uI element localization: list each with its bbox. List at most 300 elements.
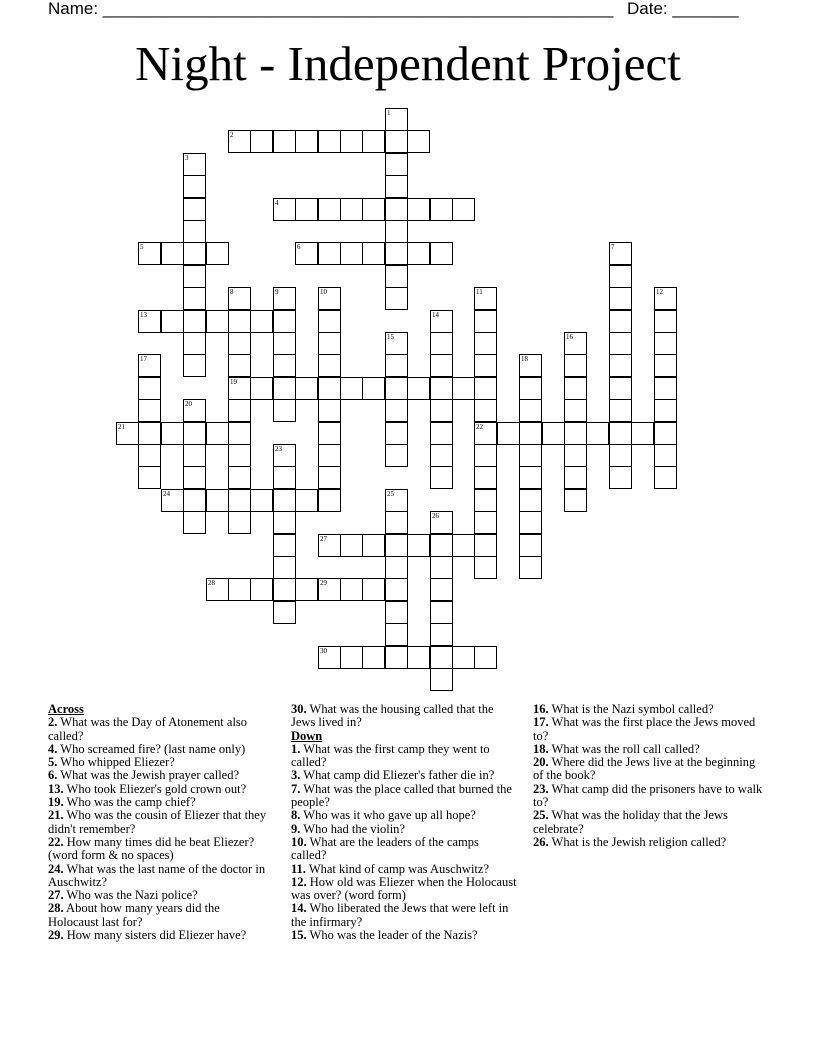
clue-number-label: 27. bbox=[48, 888, 64, 903]
grid-cell[interactable] bbox=[430, 377, 453, 400]
grid-cell[interactable] bbox=[385, 578, 408, 601]
grid-cell[interactable] bbox=[430, 534, 453, 557]
grid-cell[interactable] bbox=[385, 489, 408, 512]
clue-number-label: 12. bbox=[291, 874, 307, 889]
grid-cell[interactable] bbox=[385, 377, 408, 400]
grid-cell[interactable] bbox=[183, 287, 206, 310]
grid-cell[interactable] bbox=[430, 444, 453, 467]
down-clue: 25. What was the holiday that the Jews celebrate? bbox=[533, 808, 728, 836]
clue-number-label: 26. bbox=[533, 834, 549, 849]
grid-cell[interactable] bbox=[295, 242, 318, 265]
grid-cell[interactable] bbox=[564, 444, 587, 467]
grid-cell[interactable] bbox=[452, 646, 475, 669]
grid-cell[interactable] bbox=[295, 377, 318, 400]
down-clue: 17. What was the first place the Jews moved to? bbox=[533, 715, 756, 743]
grid-cell[interactable] bbox=[183, 153, 206, 176]
grid-cell[interactable] bbox=[519, 377, 542, 400]
clue-number-label: 11. bbox=[291, 861, 306, 876]
grid-cell[interactable] bbox=[430, 399, 453, 422]
grid-cell[interactable] bbox=[474, 511, 497, 534]
grid-cell[interactable] bbox=[385, 646, 408, 669]
grid-cell[interactable] bbox=[362, 534, 385, 557]
down-clue: 15. Who was the leader of the Nazis? bbox=[291, 928, 478, 943]
clue-number: 9 bbox=[275, 288, 279, 296]
grid-cell[interactable] bbox=[362, 377, 385, 400]
grid-cell[interactable] bbox=[430, 601, 453, 624]
grid-cell[interactable] bbox=[564, 332, 587, 355]
clue-number: 28 bbox=[208, 579, 215, 587]
grid-cell[interactable] bbox=[318, 242, 341, 265]
grid-cell[interactable] bbox=[385, 511, 408, 534]
grid-cell[interactable] bbox=[654, 310, 677, 333]
grid-cell[interactable] bbox=[362, 578, 385, 601]
grid-cell[interactable] bbox=[273, 578, 296, 601]
clue-number-label: 19. bbox=[48, 795, 64, 810]
clue-number-label: 20. bbox=[533, 755, 549, 770]
grid-cell[interactable] bbox=[385, 265, 408, 288]
grid-cell[interactable] bbox=[430, 422, 453, 445]
grid-cell[interactable] bbox=[318, 377, 341, 400]
clue-number-label: 16. bbox=[533, 702, 549, 716]
grid-cell[interactable] bbox=[161, 310, 184, 333]
grid-cell[interactable] bbox=[273, 489, 296, 512]
grid-cell[interactable] bbox=[273, 444, 296, 467]
grid-cell[interactable] bbox=[519, 534, 542, 557]
grid-cell[interactable] bbox=[318, 489, 341, 512]
grid-cell[interactable] bbox=[228, 466, 251, 489]
grid-cell[interactable] bbox=[318, 534, 341, 557]
grid-cell[interactable] bbox=[228, 354, 251, 377]
grid-cell[interactable] bbox=[385, 198, 408, 221]
clue-number: 18 bbox=[521, 355, 528, 363]
grid-cell[interactable] bbox=[340, 578, 363, 601]
down-clue: 9. Who had the violin? bbox=[291, 821, 405, 836]
grid-cell[interactable] bbox=[430, 354, 453, 377]
clue-number-label: 10. bbox=[291, 834, 307, 849]
grid-cell[interactable] bbox=[206, 489, 229, 512]
grid-cell[interactable] bbox=[385, 242, 408, 265]
grid-cell[interactable] bbox=[654, 466, 677, 489]
grid-cell[interactable] bbox=[385, 108, 408, 131]
clue-number-label: 28. bbox=[48, 901, 64, 916]
grid-cell[interactable] bbox=[385, 175, 408, 198]
clue-number: 20 bbox=[185, 400, 192, 408]
grid-cell[interactable] bbox=[183, 198, 206, 221]
grid-cell[interactable] bbox=[318, 287, 341, 310]
clue-number: 26 bbox=[432, 512, 439, 520]
grid-cell[interactable] bbox=[564, 399, 587, 422]
grid-cell[interactable] bbox=[519, 511, 542, 534]
grid-cell[interactable] bbox=[206, 310, 229, 333]
grid-cell[interactable] bbox=[340, 130, 363, 153]
down-clue: 8. Who was it who gave up all hope? bbox=[291, 808, 476, 823]
grid-cell[interactable] bbox=[430, 556, 453, 579]
grid-cell[interactable] bbox=[407, 130, 430, 153]
grid-cell[interactable] bbox=[474, 287, 497, 310]
grid-cell[interactable] bbox=[273, 466, 296, 489]
clue-number: 3 bbox=[185, 154, 189, 162]
grid-cell[interactable] bbox=[228, 489, 251, 512]
clue-number: 6 bbox=[297, 243, 301, 251]
date-field[interactable]: Date: _______ bbox=[627, 0, 739, 18]
grid-cell[interactable] bbox=[385, 556, 408, 579]
down-clue: 3. What camp did Eliezer's father die in? bbox=[291, 768, 495, 783]
clue-number: 22 bbox=[476, 423, 483, 431]
across-clue: 29. How many sisters did Eliezer have? bbox=[48, 928, 247, 943]
clue-number-label: 6. bbox=[48, 768, 58, 783]
grid-cell[interactable] bbox=[318, 444, 341, 467]
down-clue: 11. What kind of camp was Auschwitz? bbox=[291, 861, 489, 876]
grid-cell[interactable] bbox=[609, 332, 632, 355]
clue-number-label: 22. bbox=[48, 834, 64, 849]
grid-cell[interactable] bbox=[318, 578, 341, 601]
grid-cell[interactable] bbox=[519, 466, 542, 489]
clue-number: 24 bbox=[163, 490, 170, 498]
grid-cell[interactable] bbox=[474, 310, 497, 333]
clue-number-label: 7. bbox=[291, 781, 301, 796]
grid-cell[interactable] bbox=[407, 198, 430, 221]
grid-cell[interactable] bbox=[452, 377, 475, 400]
grid-cell[interactable] bbox=[318, 422, 341, 445]
across-clue: 28. About how many years did the Holocaust last for? bbox=[48, 901, 220, 929]
grid-cell[interactable] bbox=[273, 198, 296, 221]
grid-cell[interactable] bbox=[609, 354, 632, 377]
grid-cell[interactable] bbox=[161, 489, 184, 512]
grid-cell[interactable] bbox=[183, 489, 206, 512]
grid-cell[interactable] bbox=[295, 198, 318, 221]
grid-cell[interactable] bbox=[340, 534, 363, 557]
grid-cell[interactable] bbox=[183, 242, 206, 265]
grid-cell[interactable] bbox=[519, 399, 542, 422]
grid-cell[interactable] bbox=[497, 422, 520, 445]
clue-number-label: 30. bbox=[291, 702, 307, 716]
grid-cell[interactable] bbox=[250, 310, 273, 333]
across-clue: 19. Who was the camp chief? bbox=[48, 795, 196, 810]
clue-number-label: 8. bbox=[291, 808, 301, 823]
grid-cell[interactable] bbox=[430, 623, 453, 646]
clue-number: 17 bbox=[140, 355, 147, 363]
grid-cell[interactable] bbox=[474, 466, 497, 489]
grid-cell[interactable] bbox=[474, 646, 497, 669]
grid-cell[interactable] bbox=[430, 242, 453, 265]
grid-cell[interactable] bbox=[519, 556, 542, 579]
clue-number-label: 1. bbox=[291, 741, 301, 756]
across-clue-list bbox=[48, 716, 273, 942]
clue-number: 7 bbox=[611, 243, 615, 251]
grid-cell[interactable] bbox=[273, 511, 296, 534]
grid-cell[interactable] bbox=[654, 399, 677, 422]
grid-cell[interactable] bbox=[474, 399, 497, 422]
grid-cell[interactable] bbox=[430, 511, 453, 534]
down-clue: 18. What was the roll call called? bbox=[533, 741, 700, 756]
grid-cell[interactable] bbox=[228, 578, 251, 601]
across-clue: 6. What was the Jewish prayer called? bbox=[48, 768, 240, 783]
clue-number: 15 bbox=[387, 333, 394, 341]
grid-cell[interactable] bbox=[138, 399, 161, 422]
grid-cell[interactable] bbox=[340, 646, 363, 669]
clue-number-label: 5. bbox=[48, 755, 58, 770]
grid-cell[interactable] bbox=[474, 556, 497, 579]
grid-cell[interactable] bbox=[273, 310, 296, 333]
grid-cell[interactable] bbox=[519, 444, 542, 467]
grid-cell[interactable] bbox=[430, 646, 453, 669]
grid-cell[interactable] bbox=[295, 578, 318, 601]
grid-cell[interactable] bbox=[318, 130, 341, 153]
grid-cell[interactable] bbox=[273, 556, 296, 579]
clue-number: 23 bbox=[275, 445, 282, 453]
grid-cell[interactable] bbox=[362, 242, 385, 265]
grid-cell[interactable] bbox=[542, 422, 565, 445]
grid-cell[interactable] bbox=[474, 377, 497, 400]
clue-number-label: 25. bbox=[533, 808, 549, 823]
across-clue: 22. How many times did he beat Eliezer? (word form & no spaces) bbox=[48, 834, 255, 863]
clue-number-label: 14. bbox=[291, 901, 307, 916]
grid-cell[interactable] bbox=[362, 130, 385, 153]
name-field[interactable]: Name: ______________________________________________________ bbox=[48, 0, 614, 18]
grid-cell[interactable] bbox=[609, 242, 632, 265]
grid-cell[interactable] bbox=[385, 130, 408, 153]
grid-cell[interactable] bbox=[474, 422, 497, 445]
across-clue: 21. Who was the cousin of Eliezer that they didn't remember? bbox=[48, 808, 267, 836]
grid-cell[interactable] bbox=[407, 646, 430, 669]
grid-cell[interactable] bbox=[519, 354, 542, 377]
grid-cell[interactable] bbox=[206, 242, 229, 265]
grid-cell[interactable] bbox=[250, 578, 273, 601]
across-heading: Across bbox=[48, 702, 84, 716]
grid-cell[interactable] bbox=[407, 242, 430, 265]
grid-cell[interactable] bbox=[452, 534, 475, 557]
grid-cell[interactable] bbox=[228, 332, 251, 355]
grid-cell[interactable] bbox=[273, 377, 296, 400]
grid-cell[interactable] bbox=[318, 399, 341, 422]
grid-cell[interactable] bbox=[519, 422, 542, 445]
clue-number: 1 bbox=[387, 109, 391, 117]
grid-cell[interactable] bbox=[138, 422, 161, 445]
grid-cell[interactable] bbox=[609, 444, 632, 467]
clue-number: 4 bbox=[275, 199, 279, 207]
grid-cell[interactable] bbox=[273, 601, 296, 624]
grid-cell[interactable] bbox=[250, 130, 273, 153]
grid-cell[interactable] bbox=[385, 623, 408, 646]
grid-cell[interactable] bbox=[273, 399, 296, 422]
grid-cell[interactable] bbox=[654, 444, 677, 467]
grid-cell[interactable] bbox=[474, 534, 497, 557]
grid-cell[interactable] bbox=[161, 422, 184, 445]
grid-cell[interactable] bbox=[430, 668, 453, 691]
across-clue: 27. Who was the Nazi police? bbox=[48, 888, 198, 903]
grid-cell[interactable] bbox=[183, 422, 206, 445]
clue-number: 2 bbox=[230, 131, 234, 139]
grid-cell[interactable] bbox=[385, 534, 408, 557]
grid-cell[interactable] bbox=[228, 511, 251, 534]
grid-cell[interactable] bbox=[385, 287, 408, 310]
grid-cell[interactable] bbox=[430, 310, 453, 333]
clue-number-label: 9. bbox=[291, 821, 301, 836]
clue-number: 25 bbox=[387, 490, 394, 498]
grid-cell[interactable] bbox=[407, 534, 430, 557]
down-clue: 14. Who liberated the Jews that were left in the infirmary? bbox=[291, 901, 509, 929]
grid-cell[interactable] bbox=[295, 489, 318, 512]
down-clue: 1. What was the first camp they went to called? bbox=[291, 741, 490, 770]
grid-cell[interactable] bbox=[385, 601, 408, 624]
grid-cell[interactable] bbox=[116, 422, 139, 445]
grid-cell[interactable] bbox=[654, 287, 677, 310]
grid-cell[interactable] bbox=[228, 287, 251, 310]
grid-cell[interactable] bbox=[474, 354, 497, 377]
grid-cell[interactable] bbox=[273, 354, 296, 377]
down-clue: 16. What is the Nazi symbol called? bbox=[533, 702, 714, 716]
grid-cell[interactable] bbox=[138, 444, 161, 467]
grid-cell[interactable] bbox=[183, 310, 206, 333]
clue-column-3 bbox=[533, 703, 765, 849]
grid-cell[interactable] bbox=[385, 422, 408, 445]
grid-cell[interactable] bbox=[609, 399, 632, 422]
grid-cell[interactable] bbox=[362, 646, 385, 669]
grid-cell[interactable] bbox=[609, 377, 632, 400]
grid-cell[interactable] bbox=[609, 287, 632, 310]
grid-cell[interactable] bbox=[385, 220, 408, 243]
grid-cell[interactable] bbox=[206, 422, 229, 445]
clue-number-label: 29. bbox=[48, 928, 64, 943]
grid-cell[interactable] bbox=[340, 198, 363, 221]
grid-cell[interactable] bbox=[318, 354, 341, 377]
grid-cell[interactable] bbox=[273, 332, 296, 355]
grid-cell[interactable] bbox=[586, 422, 609, 445]
clue-number-label: 2. bbox=[48, 715, 58, 730]
clue-number-label: 23. bbox=[533, 781, 549, 796]
grid-cell[interactable] bbox=[654, 332, 677, 355]
grid-cell[interactable] bbox=[183, 466, 206, 489]
clue-number: 12 bbox=[656, 288, 663, 296]
grid-cell[interactable] bbox=[385, 354, 408, 377]
grid-cell[interactable] bbox=[228, 444, 251, 467]
grid-cell[interactable] bbox=[250, 377, 273, 400]
grid-cell[interactable] bbox=[273, 287, 296, 310]
grid-cell[interactable] bbox=[183, 265, 206, 288]
grid-cell[interactable] bbox=[318, 466, 341, 489]
grid-cell[interactable] bbox=[564, 377, 587, 400]
grid-cell[interactable] bbox=[183, 354, 206, 377]
grid-cell[interactable] bbox=[273, 130, 296, 153]
across-clue: 5. Who whipped Eliezer? bbox=[48, 755, 175, 770]
grid-cell[interactable] bbox=[430, 198, 453, 221]
grid-cell[interactable] bbox=[161, 242, 184, 265]
grid-cell[interactable] bbox=[385, 399, 408, 422]
grid-cell[interactable] bbox=[654, 377, 677, 400]
grid-cell[interactable] bbox=[631, 422, 654, 445]
clue-column-1 bbox=[48, 703, 273, 942]
clue-number-label: 18. bbox=[533, 741, 549, 756]
grid-cell[interactable] bbox=[138, 354, 161, 377]
grid-cell[interactable] bbox=[430, 578, 453, 601]
down-clue: 20. Where did the Jews live at the beginning of the book? bbox=[533, 755, 756, 783]
clue-number: 10 bbox=[320, 288, 327, 296]
grid-cell[interactable] bbox=[138, 466, 161, 489]
grid-cell[interactable] bbox=[228, 377, 251, 400]
grid-cell[interactable] bbox=[228, 399, 251, 422]
grid-cell[interactable] bbox=[609, 265, 632, 288]
grid-cell[interactable] bbox=[318, 332, 341, 355]
grid-cell[interactable] bbox=[138, 377, 161, 400]
grid-cell[interactable] bbox=[206, 578, 229, 601]
grid-cell[interactable] bbox=[183, 399, 206, 422]
grid-cell[interactable] bbox=[385, 444, 408, 467]
clue-number-label: 13. bbox=[48, 781, 64, 796]
grid-cell[interactable] bbox=[385, 153, 408, 176]
clue-number: 27 bbox=[320, 535, 327, 543]
grid-cell[interactable] bbox=[609, 310, 632, 333]
grid-cell[interactable] bbox=[340, 242, 363, 265]
grid-cell[interactable] bbox=[519, 489, 542, 512]
clue-number: 8 bbox=[230, 288, 234, 296]
grid-cell[interactable] bbox=[183, 332, 206, 355]
down-clue: 23. What camp did the prisoners have to walk to? bbox=[533, 781, 763, 810]
grid-cell[interactable] bbox=[250, 489, 273, 512]
grid-cell[interactable] bbox=[609, 422, 632, 445]
grid-cell[interactable] bbox=[273, 534, 296, 557]
grid-cell[interactable] bbox=[183, 220, 206, 243]
grid-cell[interactable] bbox=[564, 466, 587, 489]
grid-cell[interactable] bbox=[430, 466, 453, 489]
clue-column-2 bbox=[291, 703, 517, 942]
grid-cell[interactable] bbox=[340, 377, 363, 400]
grid-cell[interactable] bbox=[609, 466, 632, 489]
clue-number: 19 bbox=[230, 378, 237, 386]
grid-cell[interactable] bbox=[183, 511, 206, 534]
across-clue-list-cont bbox=[291, 703, 517, 730]
grid-cell[interactable] bbox=[452, 198, 475, 221]
grid-cell[interactable] bbox=[385, 332, 408, 355]
grid-cell[interactable] bbox=[228, 422, 251, 445]
grid-cell[interactable] bbox=[407, 377, 430, 400]
grid-cell[interactable] bbox=[654, 422, 677, 445]
across-clue: 4. Who screamed fire? (last name only) bbox=[48, 741, 246, 756]
grid-cell[interactable] bbox=[138, 310, 161, 333]
clue-number: 5 bbox=[140, 243, 144, 251]
across-clue: 13. Who took Eliezer's gold crown out? bbox=[48, 781, 247, 796]
grid-cell[interactable] bbox=[564, 422, 587, 445]
down-clue-list bbox=[291, 743, 517, 942]
clue-number-label: 24. bbox=[48, 861, 64, 876]
grid-cell[interactable] bbox=[430, 332, 453, 355]
grid-cell[interactable] bbox=[228, 130, 251, 153]
clue-number-label: 4. bbox=[48, 741, 58, 756]
grid-cell[interactable] bbox=[318, 646, 341, 669]
grid-cell[interactable] bbox=[474, 444, 497, 467]
page-title: Night - Independent Project bbox=[135, 36, 681, 91]
grid-cell[interactable] bbox=[362, 198, 385, 221]
grid-cell[interactable] bbox=[474, 489, 497, 512]
grid-cell[interactable] bbox=[318, 198, 341, 221]
grid-cell[interactable] bbox=[183, 175, 206, 198]
grid-cell[interactable] bbox=[183, 444, 206, 467]
grid-cell[interactable] bbox=[228, 310, 251, 333]
grid-cell[interactable] bbox=[138, 242, 161, 265]
down-clue-list-cont bbox=[533, 703, 765, 849]
grid-cell[interactable] bbox=[564, 489, 587, 512]
grid-cell[interactable] bbox=[295, 130, 318, 153]
grid-cell[interactable] bbox=[474, 332, 497, 355]
down-heading: Down bbox=[291, 728, 323, 743]
clue-number: 11 bbox=[476, 288, 483, 296]
grid-cell[interactable] bbox=[654, 354, 677, 377]
clue-number: 29 bbox=[320, 579, 327, 587]
grid-cell[interactable] bbox=[318, 310, 341, 333]
clue-number: 16 bbox=[566, 333, 573, 341]
grid-cell[interactable] bbox=[564, 354, 587, 377]
clue-number: 14 bbox=[432, 311, 439, 319]
clue-number: 21 bbox=[118, 423, 125, 431]
